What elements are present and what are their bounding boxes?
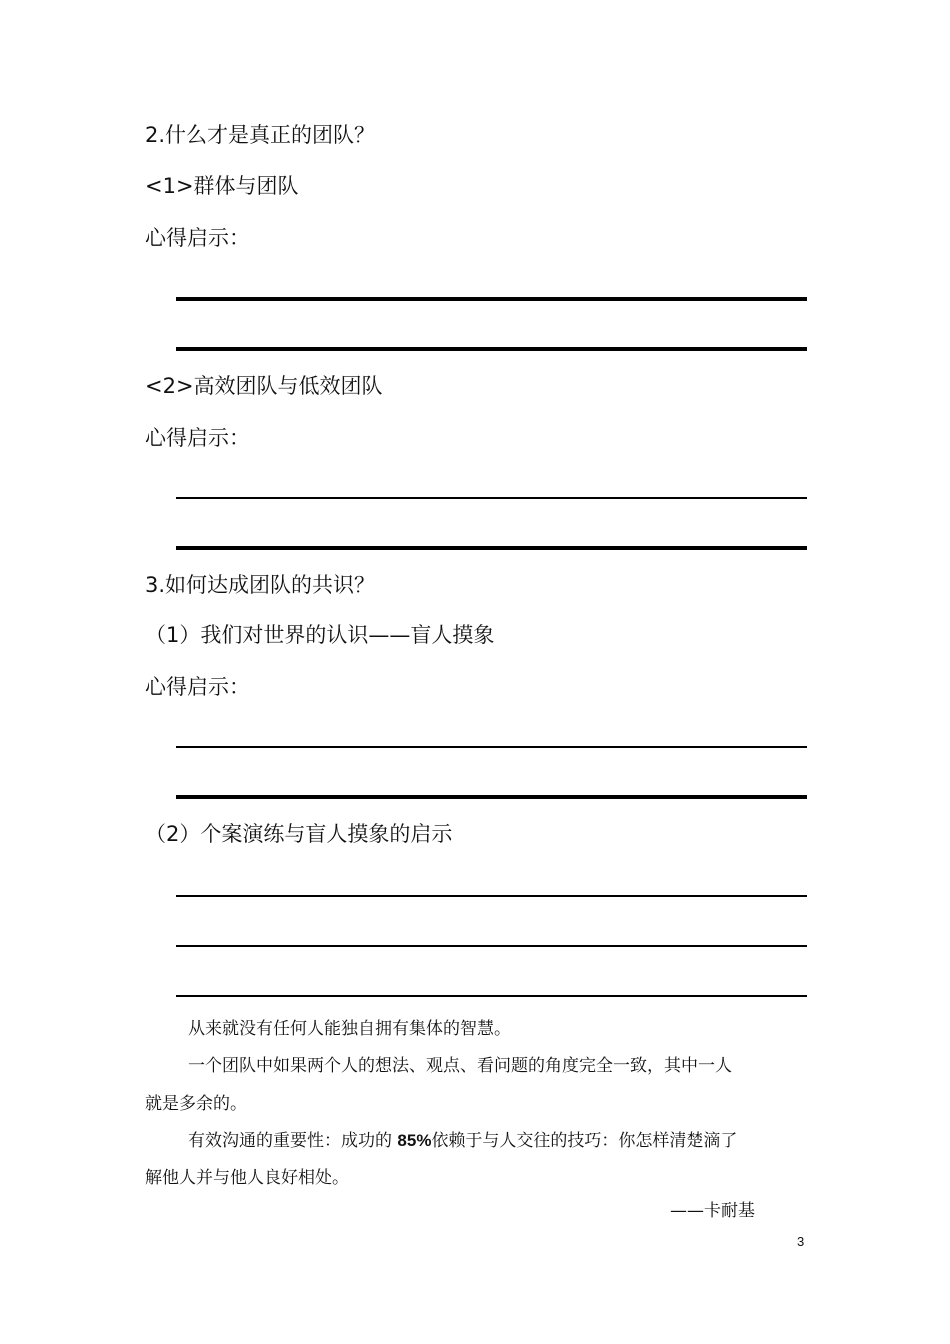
section-2-title: 2.什么才是真正的团队？ [145,123,376,147]
quote-text-a: 有效沟通的重要性：成功的 [188,1131,398,1151]
quote-author: ——卡耐基 [670,1201,755,1221]
insight-label-2: 心得启示： [145,426,250,450]
answer-line-8 [176,945,807,947]
section-3-sub2: （2）个案演练与盲人摸象的启示 [145,822,453,846]
section-3-sub1: （1）我们对世界的认识——盲人摸象 [145,623,495,647]
answer-line-5 [176,746,807,748]
answer-line-1 [176,297,807,301]
section-3-title: 3.如何达成团队的共识？ [145,573,376,597]
quote-text-b: 依赖于与人交往的技巧：你怎样清楚滴了 [431,1131,738,1151]
answer-line-4 [176,546,807,550]
insight-label-1: 心得启示： [145,226,250,250]
answer-line-6 [176,795,807,799]
quote-paragraph-3-line-1 [188,1128,737,1154]
answer-line-9 [176,995,807,997]
quote-paragraph-2-line-2: 就是多余的。 [145,1094,247,1114]
quote-percentage: 85% [397,1131,432,1150]
quote-paragraph-2-line-1: 一个团队中如果两个人的想法、观点、看问题的角度完全一致，其中一人 [188,1056,732,1076]
section-2-sub2: <2>高效团队与低效团队 [145,374,383,398]
answer-line-2 [176,347,807,351]
insight-label-3: 心得启示： [145,675,250,699]
page-number: 3 [797,1234,805,1249]
quote-paragraph-1: 从来就没有任何人能独自拥有集体的智慧。 [188,1019,511,1039]
answer-line-3 [176,497,807,499]
quote-paragraph-3-line-2: 解他人并与他人良好相处。 [145,1168,349,1188]
answer-line-7 [176,895,807,897]
section-2-sub1: <1>群体与团队 [145,174,299,198]
